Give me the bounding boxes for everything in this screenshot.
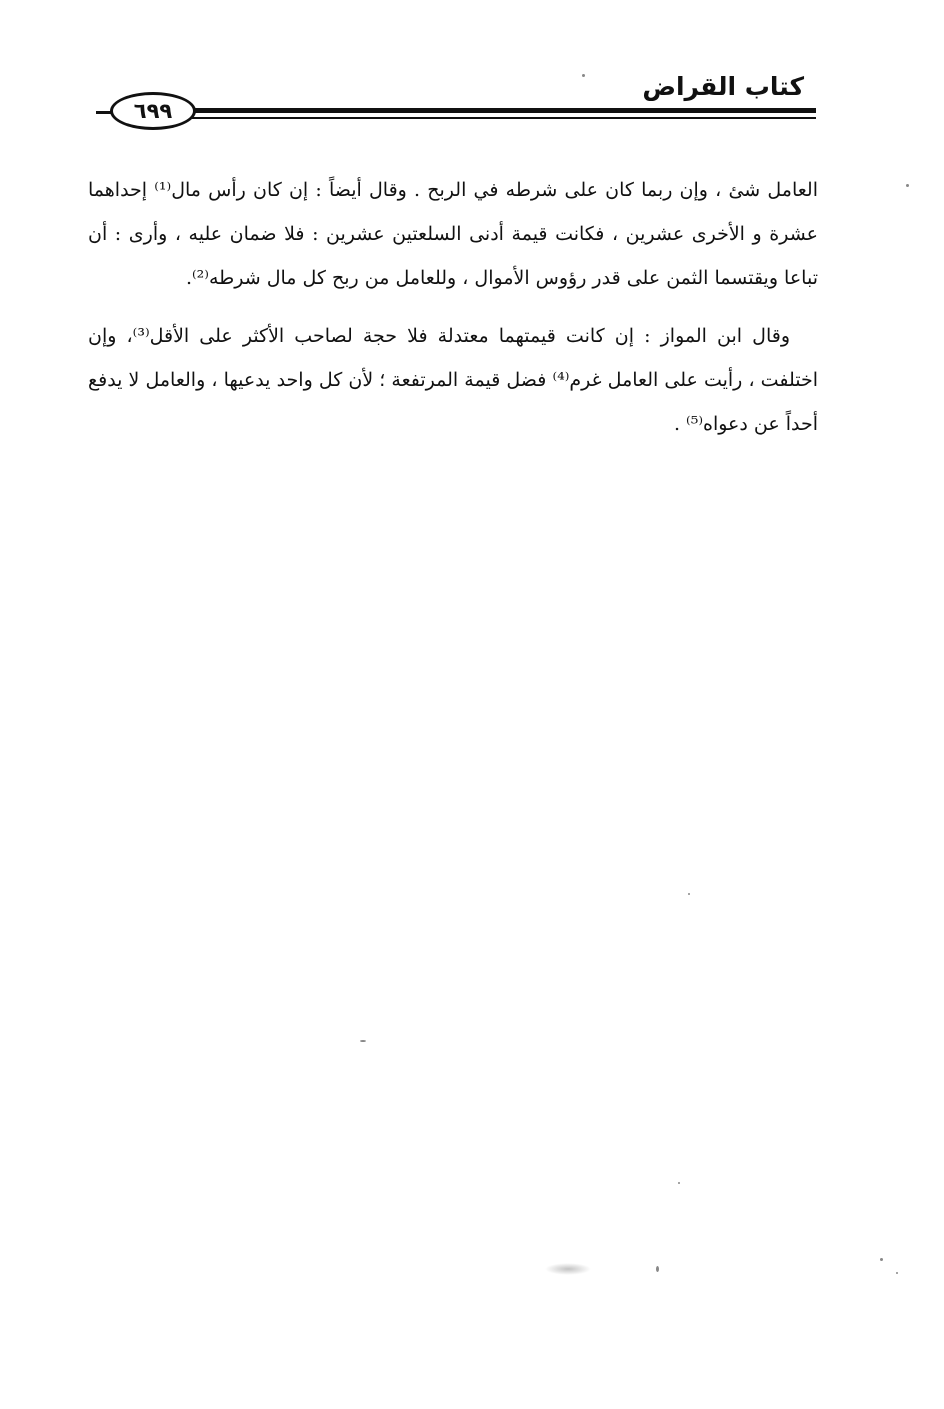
scan-speck [906, 184, 909, 187]
scan-speck [678, 1182, 680, 1184]
scan-speck [360, 1040, 366, 1042]
running-title: كتاب القراض [642, 72, 804, 101]
scan-speck [582, 74, 585, 77]
main-text [88, 168, 818, 446]
paragraph-1: العامل شئ ، وإن ربما كان على شرطه في الربح . وقال أيضاً : إن كان رأس مال⁽¹⁾ إحداهما عشرة و الأخرى عشرين ، فكانت قيمة أدنى السلعتين عشرين : فلا ضمان عليه ، وأرى : أن تباعا ويقتسما الثمن على قدر رؤوس الأموال ، وللعامل من ربح كل مال شرطه⁽²⁾. [88, 179, 818, 289]
scan-speck [656, 1266, 659, 1272]
header-rule-thin [190, 117, 816, 119]
scan-speck [880, 1258, 883, 1261]
scan-speck [896, 1272, 898, 1274]
page-number: ٦٩٩ [110, 92, 196, 130]
scan-smudge [545, 1263, 591, 1275]
paragraph-2: وقال ابن المواز : إن كانت قيمتهما معتدلة فلا حجة لصاحب الأكثر على الأقل⁽³⁾، وإن اختلفت ، رأيت على العامل غرم⁽⁴⁾ فضل قيمة المرتفعة ؛ لأن كل واحد يدعيها ، والعامل لا يدفع أحداً عن دعواه⁽⁵⁾ . [88, 325, 818, 435]
header-rule-thick [190, 108, 816, 113]
scan-speck [688, 893, 690, 895]
